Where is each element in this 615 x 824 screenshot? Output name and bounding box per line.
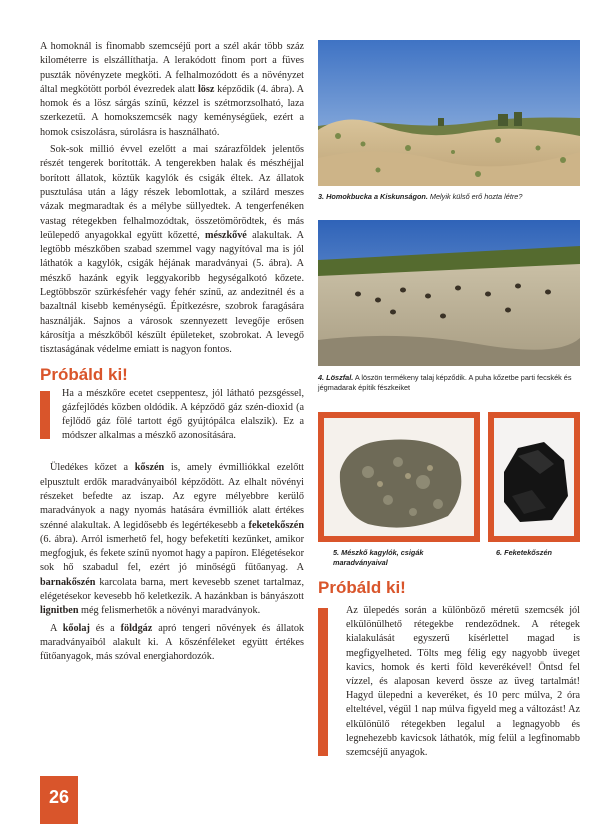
try-it-text: Ha a mészkőre ecetet cseppentesz, jól látható pezsgéssel, gázfejlődés közben oldódik. A képződő gáz szén-dioxid (a fejlődő gáz fölé tartott égő gyújtópálca elalszik). Ez a módszer alkalmas a mészkő azonosítására. bbox=[62, 387, 304, 442]
left-column bbox=[40, 40, 304, 668]
figure-5-caption: 5. Mészkő kagylók, csigák maradványaival bbox=[333, 548, 424, 567]
right-try-it bbox=[318, 578, 580, 760]
figure-4-caption: 4. Löszfal. A löszön termékeny talaj képződik. A puha kőzetbe parti fecskék és jégmadarak építik fészkeiket bbox=[318, 373, 572, 392]
paragraph-oil-gas: A kőolaj és a földgáz apró tengeri növények és állatok maradványaiból alakult ki. A kőszénféleket együtt értékes fűtőanyagok, más szóval energiahordozók. bbox=[40, 622, 305, 663]
loess-wall-photo bbox=[318, 220, 580, 366]
accent-bar-right bbox=[318, 608, 328, 756]
page-number: 26 bbox=[40, 776, 78, 824]
limestone-photo bbox=[318, 412, 480, 542]
figure-3-caption: 3. Homokbucka a Kiskunságon. Melyik külső erő hozta létre? bbox=[318, 192, 523, 201]
try-it-text-right: Az ülepedés során a különböző méretű szemcsék jól elkülönülhető rétegekbe rendeződnek. A rétegek kialakulását egyszerű kísérlettel magad is megfigyelheted. Tölts meg félig egy nagyobb üveget kavics, homok és kerti föld keverékével! Öntsd fel vízzel, és alaposan keverd össze az üveg tartalmát! Hagyd ülepedni a keveréket, és 10 perc múlva, 2 óra elteltével, végül 1 nap múlva figyeld meg a változást! Az elkülönülő rétegekben legalul a legnagyobb és legnehezebb kavicsok láthatók, míg felül a legfinomabb szemcséjű anyagok. bbox=[346, 605, 580, 759]
accent-bar bbox=[40, 391, 50, 440]
try-it-box bbox=[40, 387, 304, 444]
black-coal-photo bbox=[488, 412, 580, 542]
paragraph-limestone: Sok-sok millió évvel ezelőtt a mai szárazföldek jelentős részét tengerek borították. A tengerekben halak és mészhéjjal borított állatok, köztük kagylók és csigák éltek. Az állatok pusztulása után a lágy részek lebomlottak, a szilárd meszes vázak megmaradtak és a mélybe süllyedtek. A tengerfenéken vastag rétegekben felhalmozódtak, összetömörödtek, és más leülepedő anyagokkal együtt kőzetté, mészkővé alakultak. A legtöbb mészkőben szabad szemmel vagy nagyítóval ma is jól láthatók a kagylók, csigák héjának maradványai (5. ábra). A mészkő hazánk egyik leggyakoribb hegységalkotó kőzete. Legtöbbször szürkésfehér vagy fehér színű, az andezitnél és a bazaltnál kisebb keménységű. Építkezésre, szobrok faragására használják. Sajnos a városok szennyezett levegője erősen károsítja a mészkőből készült épületeket, szobrokat. A levegő tisztaságának védelme emiatt is nagyon fontos. bbox=[40, 144, 304, 356]
try-it-title: Próbáld ki! bbox=[40, 364, 128, 384]
figure-6-caption: 6. Feketekőszén bbox=[496, 548, 552, 557]
sand-dune-photo bbox=[318, 40, 580, 186]
try-it-box-right bbox=[318, 604, 580, 760]
paragraph-coal: Üledékes kőzet a kőszén is, amely évmilliókkal ezelőtt elpusztult erdők maradványaiból képződött. Az elhalt növényi részeket befedte az iszap. Az egyre mélyebbre kerülő maradványok a nagy nyomás hatására évmilliók alatt értékes szénné alakultak. A legidősebb és legértékesebb a feketekőszén (6. ábra). Arról ismerhető fel, hogy befeketíti kezünket, amikor megfogjuk, és fekete színű nyomot hagy a papíron. Elégetésekor sok hő szabadul fel, ezért jó minőségű fűtőanyag. A barnakőszén karcolata barna, mert kevesebb szenet tartalmaz, elégetésekor kevesebb hő keletkezik. A hazánkban is bányászott lignitben még felismerhetők a növényi maradványok. bbox=[40, 462, 304, 617]
try-it-title-right: Próbáld ki! bbox=[318, 578, 406, 597]
paragraph-loess: A homoknál is finomabb szemcséjű port a szél akár több száz kilométerre is elszállíthatja. A lerakódott finom port a füves puszták növényzete megköti. A felhalmozódott és a növényzet által megkötött porból évezredek alatt lösz képződik (4. ábra). A homok és a lösz sárgás színű, kézzel is szétmorzsolható, laza szerkezetű. A homokszemcsék nagy keménységűek, ezért a homok csiszolásra, súrolásra is használható. bbox=[40, 41, 304, 138]
